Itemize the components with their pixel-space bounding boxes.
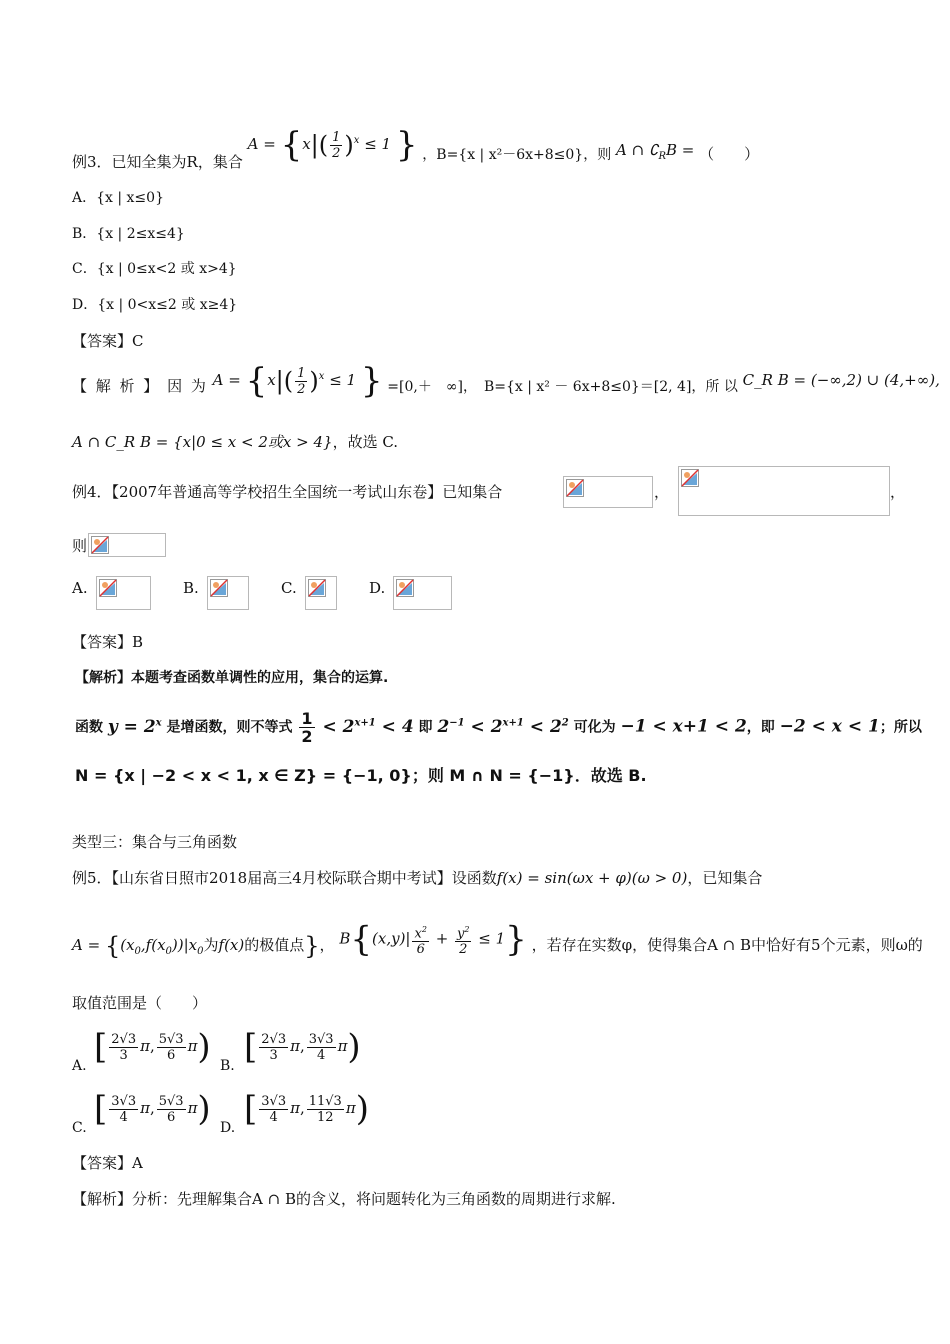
ex5-setB: B{(x,y)| $\frac{x^2}{6}$ + $\frac{y^2}{2}$ ≤ 1}: [339, 919, 527, 960]
broken-image-icon: [566, 479, 584, 497]
type3-heading: 类型三：集合与三角函数: [72, 833, 238, 851]
ex4-opt-b-label: B.: [183, 579, 199, 597]
ex5-opt-b-value: [ $\frac{2√3}{3}$ π, $\frac{3√3}{4}$ π): [244, 1027, 361, 1067]
ex3-analysis-label: 【 解 析 】 因 为: [72, 377, 208, 395]
ex5-line1: [72, 868, 762, 888]
ex3-analysis-setA: A = {x|( $\frac{1}{2}$ )$^x$ ≤ 1 }: [212, 361, 383, 401]
ex3-opt-d: D．{x | 0<x≤2 或 x≥4}: [72, 297, 238, 313]
ex4-opt-a-label: A.: [72, 579, 88, 597]
ex4-opt-c-image: [305, 576, 337, 610]
broken-image-icon: [308, 579, 326, 597]
ex3-intersection: A ∩ $∁_RB$ =: [616, 141, 695, 162]
ex4-set-n-image: [678, 466, 890, 516]
ex5-range: 取值范围是（ ）: [72, 994, 208, 1012]
ex4-set-m-image: [563, 476, 653, 508]
ex4-then: 则: [72, 537, 88, 555]
broken-image-icon: [396, 579, 414, 597]
ex4-answer: 【答案】B: [72, 633, 144, 651]
ex5-opt-d-label: D.: [220, 1120, 236, 1136]
ex3-answer: 【答案】C: [72, 332, 144, 350]
ex5-func: f(x) = sin(ωx + φ)(ω > 0): [496, 869, 688, 887]
ex5-opt-b-label: B.: [220, 1058, 235, 1074]
ex3-analysis-line2: [72, 432, 398, 452]
ex5-opt-d-value: [ $\frac{3√3}{4}$ π, $\frac{11√3}{12}$ π): [244, 1089, 369, 1129]
ex4-question-image: [88, 533, 166, 557]
ex3-opt-c: C．{x | 0≤x<2 或 x>4}: [72, 261, 237, 277]
ex5-opt-a-label: A.: [72, 1058, 87, 1074]
ex4-opt-d-label: D.: [369, 579, 386, 597]
ex4-comma-2: ，: [890, 483, 906, 501]
ex4-comma-1: ，: [654, 483, 670, 501]
ex5-head-end: ，已知集合: [687, 869, 763, 887]
ex3-question: [72, 125, 760, 172]
ex3-analysis-crb: C_R B = (−∞,2) ∪ (4,+∞),: [742, 371, 940, 389]
ex3-paren: （ ）: [699, 145, 760, 163]
ex3-analysis-line1: [72, 361, 940, 410]
ex4-opt-b-image: [207, 576, 249, 610]
ex3-head: 例3．已知全集为R，集合: [72, 153, 243, 171]
broken-image-icon: [210, 579, 228, 597]
broken-image-icon: [681, 469, 699, 487]
ex5-setA: $A = \{(x_0,f(x_0))|x_0$为f(x)的极值点}: [72, 931, 320, 960]
ex3-analysis-end: ，故选 C.: [332, 433, 399, 451]
ex5-analysis: 【解析】分析：先理解集合A ∩ B的含义，将问题转化为三角函数的周期进行求解.: [72, 1190, 616, 1208]
ex4-analysis-line1: 函数 $y = 2^x$ 是增函数，则不等式 $\frac{1}{2}$ < $2^{x+1} < 4$ 即 $2^{-1} < 2^{x+1} < 2^2$ 可化为 −1 < x+1 < 2，即 −2 < x < 1；所以: [75, 709, 922, 746]
broken-image-icon: [91, 536, 109, 554]
ex4-head: 例4．【2007年普通高等学校招生全国统一考试山东卷】已知集合: [72, 483, 503, 501]
ex3-setA: A = {x|( $\frac{1}{2}$ )$^x$ ≤ 1 }: [247, 125, 418, 165]
ex4-opt-a-image: [96, 576, 151, 610]
ex4-opt-c-label: C.: [281, 579, 297, 597]
ex5-answer: 【答案】A: [72, 1154, 143, 1172]
broken-image-icon: [99, 579, 117, 597]
ex3-opt-b: B．{x | 2≤x≤4}: [72, 226, 185, 242]
ex4-analysis-line2: N = {x | −2 < x < 1, x ∈ Z} = {−1, 0}；则 M ∩ N = {−1}．故选 B.: [75, 766, 647, 785]
ex5-opt-c-value: [ $\frac{3√3}{4}$ π, $\frac{5√3}{6}$ π): [94, 1089, 211, 1129]
ex5-opt-a-value: [ $\frac{2√3}{3}$ π, $\frac{5√3}{6}$ π): [94, 1027, 211, 1067]
ex5-opt-c-label: C.: [72, 1120, 87, 1136]
ex3-opt-a: A．{x | x≤0}: [72, 190, 164, 206]
ex5-head: 例5．【山东省日照市2018届高三4月校际联合期中考试】设函数: [72, 869, 497, 887]
ex5-cond: ，若存在实数φ，使得集合A ∩ B中恰好有5个元素，则ω的: [531, 935, 923, 954]
ex3-analysis-mid: =[0,＋ ∞]， B={x | x² － 6x+8≤0}＝[2, 4]，所 以: [387, 379, 738, 395]
ex5-line2: $A = \{(x_0,f(x_0))|x_0$为f(x)的极值点}， B{(x,y)| $\frac{x^2}{6}$ + $\frac{y^2}{2}$ ≤ 1} ，若存在实数φ，使得集合A ∩ B中恰好有5个元素，则ω的: [72, 919, 923, 960]
ex3-setB: ，B={x | x²－6x+8≤0}，则: [422, 147, 612, 163]
ex3-analysis-result: A ∩ C_R B = {x|0 ≤ x < 2或x > 4}: [72, 433, 333, 451]
ex4-analysis-title: 【解析】本题考查函数单调性的应用，集合的运算.: [75, 670, 389, 686]
ex4-opt-d-image: [393, 576, 452, 610]
